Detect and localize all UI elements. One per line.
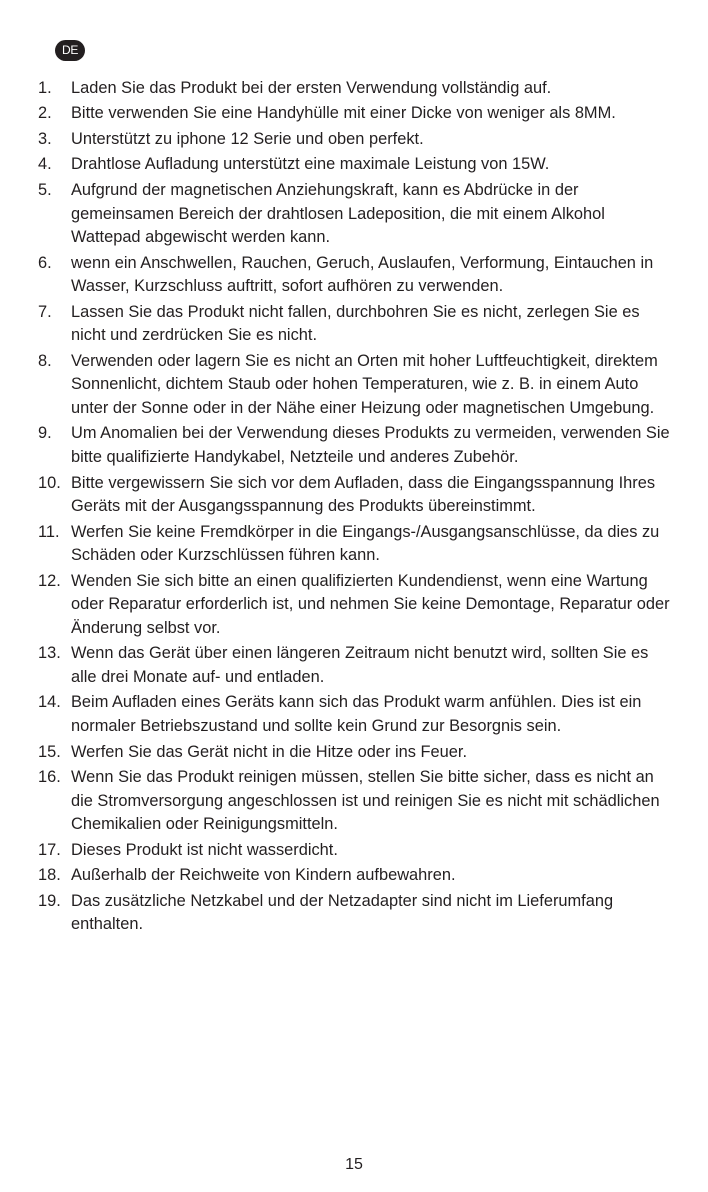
instruction-item [38, 890, 678, 937]
instruction-item [38, 350, 678, 421]
item-number: 1. [38, 79, 52, 97]
item-number: 6. [38, 253, 52, 272]
item-number: 8. [38, 351, 52, 370]
item-number: 11. [38, 522, 60, 541]
instruction-list [38, 77, 678, 939]
item-text: Laden Sie das Produkt bei der ersten Verwendung vollständig auf. [71, 79, 552, 97]
item-text: Beim Aufladen eines Geräts kann sich das Produkt warm anfühlen. Dies ist ein normaler Betriebszustand und sollte kein Grund zur Besorgnis sein. [71, 693, 642, 736]
item-text: Unterstützt zu iphone 12 Serie und oben perfekt. [71, 129, 424, 148]
instruction-item [38, 102, 678, 126]
item-text: Lassen Sie das Produkt nicht fallen, durchbohren Sie es nicht, zerlegen Sie es nicht und zerdrücken Sie es nicht. [71, 302, 640, 345]
item-number: 13. [38, 644, 61, 663]
item-number: 19. [38, 891, 61, 910]
item-number: 5. [38, 180, 52, 199]
item-text: Dieses Produkt ist nicht wasserdicht. [71, 840, 338, 859]
item-text: Um Anomalien bei der Verwendung dieses Produkts zu vermeiden, verwenden Sie bitte qualifizierte Handykabel, Netzteile und anderes Zubehör. [71, 424, 670, 467]
instruction-item [38, 521, 678, 568]
item-text: Bitte vergewissern Sie sich vor dem Aufladen, dass die Eingangsspannung Ihres Geräts mit der Ausgangsspannung des Produkts übereinstimmt. [71, 473, 656, 516]
item-text: Aufgrund der magnetischen Anziehungskraft, kann es Abdrücke in der gemeinsamen Bereich der drahtlosen Ladeposition, die mit einem Alkohol Wattepad abgewischt werden kann. [71, 180, 605, 247]
item-number: 18. [38, 866, 61, 885]
instruction-item [38, 472, 678, 519]
instruction-item [38, 77, 678, 101]
item-number: 15. [38, 742, 61, 761]
item-number: 14. [38, 693, 61, 712]
instruction-item [38, 153, 678, 177]
instruction-item [38, 839, 678, 863]
instruction-item [38, 179, 678, 250]
item-number: 17. [38, 840, 61, 859]
item-text: Werfen Sie das Gerät nicht in die Hitze oder ins Feuer. [71, 742, 467, 761]
instruction-item [38, 766, 678, 837]
item-text: Werfen Sie keine Fremdkörper in die Eingangs-/Ausgangsanschlüsse, da dies zu Schäden oder Kurzschlüssen führen kann. [71, 522, 660, 565]
item-number: 12. [38, 571, 61, 590]
item-text: Wenn das Gerät über einen längeren Zeitraum nicht benutzt wird, sollten Sie es alle drei Monate auf- und entladen. [71, 644, 649, 686]
item-number: 2. [38, 104, 52, 123]
item-text: Drahtlose Aufladung unterstützt eine maximale Leistung von 15W. [71, 155, 550, 174]
item-number: 4. [38, 155, 52, 174]
instruction-item [38, 741, 678, 765]
instruction-item [38, 128, 678, 152]
instruction-item [38, 642, 678, 689]
instruction-item [38, 252, 678, 299]
item-number: 3. [38, 129, 52, 148]
page-number: 15 [345, 1156, 363, 1173]
instruction-item [38, 301, 678, 348]
instruction-item [38, 422, 678, 469]
item-text: Verwenden oder lagern Sie es nicht an Orten mit hoher Luftfeuchtigkeit, direktem Sonnenlicht, dichtem Staub oder hohen Temperaturen, wie z. B. in einem Auto unter der Sonne oder in der Nähe einer Heizung oder magnetischen Umgebung. [71, 351, 658, 417]
item-number: 10. [38, 473, 61, 492]
language-badge: DE [55, 40, 85, 61]
item-number: 9. [38, 424, 52, 443]
item-number: 16. [38, 767, 61, 786]
item-text: Wenden Sie sich bitte an einen qualifizierten Kundendienst, wenn eine Wartung oder Reparatur erforderlich ist, und nehmen Sie keine Demontage, Reparatur oder Änderung selbst vor. [71, 571, 670, 637]
item-text: Bitte verwenden Sie eine Handyhülle mit einer Dicke von weniger als 8MM. [71, 104, 616, 123]
instruction-item [38, 864, 678, 888]
item-text: Das zusätzliche Netzkabel und der Netzadapter sind nicht im Lieferumfang enthalten. [71, 891, 614, 934]
instruction-item [38, 691, 678, 738]
item-text: Wenn Sie das Produkt reinigen müssen, stellen Sie bitte sicher, dass es nicht an die Stromversorgung angeschlossen ist und reinigen Sie es nicht mit schädlichen Chemikalien oder Reinigungsmitteln. [71, 767, 660, 834]
item-number: 7. [38, 302, 52, 321]
instruction-item [38, 570, 678, 641]
item-text: wenn ein Anschwellen, Rauchen, Geruch, Auslaufen, Verformung, Eintauchen in Wasser, Kurzschluss auftritt, sofort aufhören zu verwenden. [71, 253, 654, 296]
item-text: Außerhalb der Reichweite von Kindern aufbewahren. [71, 866, 456, 885]
